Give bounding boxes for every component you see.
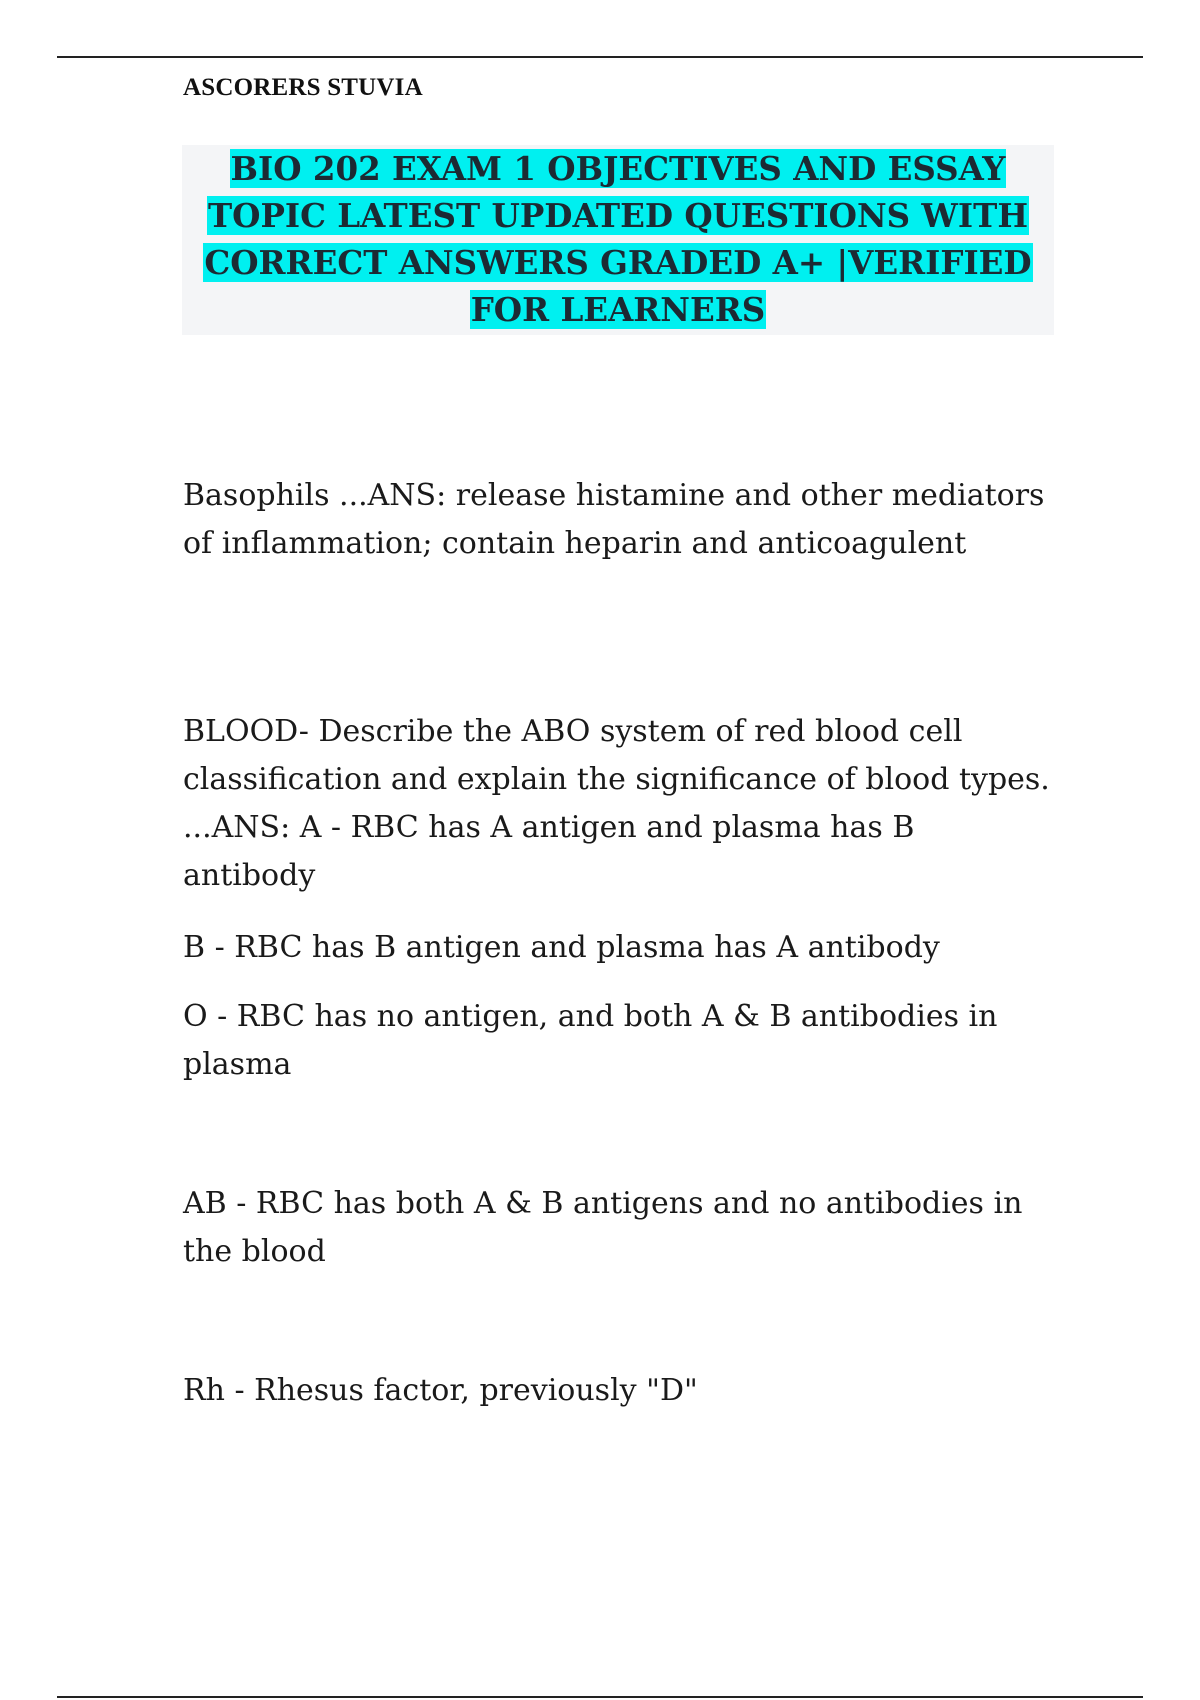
qa-abo-system: BLOOD- Describe the ABO system of red blood cell classification and explain the significance of blood types. ...ANS: A - RBC has A antigen and plasma has B antibody: [183, 714, 1050, 893]
document-header: ASCORERS STUVIA: [183, 74, 423, 101]
document-title-block: [182, 145, 1054, 335]
answer-type-o: O - RBC has no antigen, and both A & B antibodies in plasma: [183, 999, 998, 1082]
answer-type-b: B - RBC has B antigen and plasma has A antibody: [183, 930, 940, 965]
document-title: BIO 202 EXAM 1 OBJECTIVES AND ESSAY TOPIC LATEST UPDATED QUESTIONS WITH CORRECT ANSWERS GRADED A+ |VERIFIED FOR LEARNERS: [204, 149, 1032, 329]
bottom-rule: [57, 1696, 1143, 1698]
answer-type-ab: AB - RBC has both A & B antigens and no antibodies in the blood: [183, 1186, 1023, 1269]
top-rule: [57, 56, 1143, 58]
qa-basophils: Basophils ...ANS: release histamine and other mediators of inflammation; contain heparin and anticoagulent: [183, 478, 1045, 561]
answer-rh-factor: Rh - Rhesus factor, previously "D": [183, 1373, 698, 1408]
